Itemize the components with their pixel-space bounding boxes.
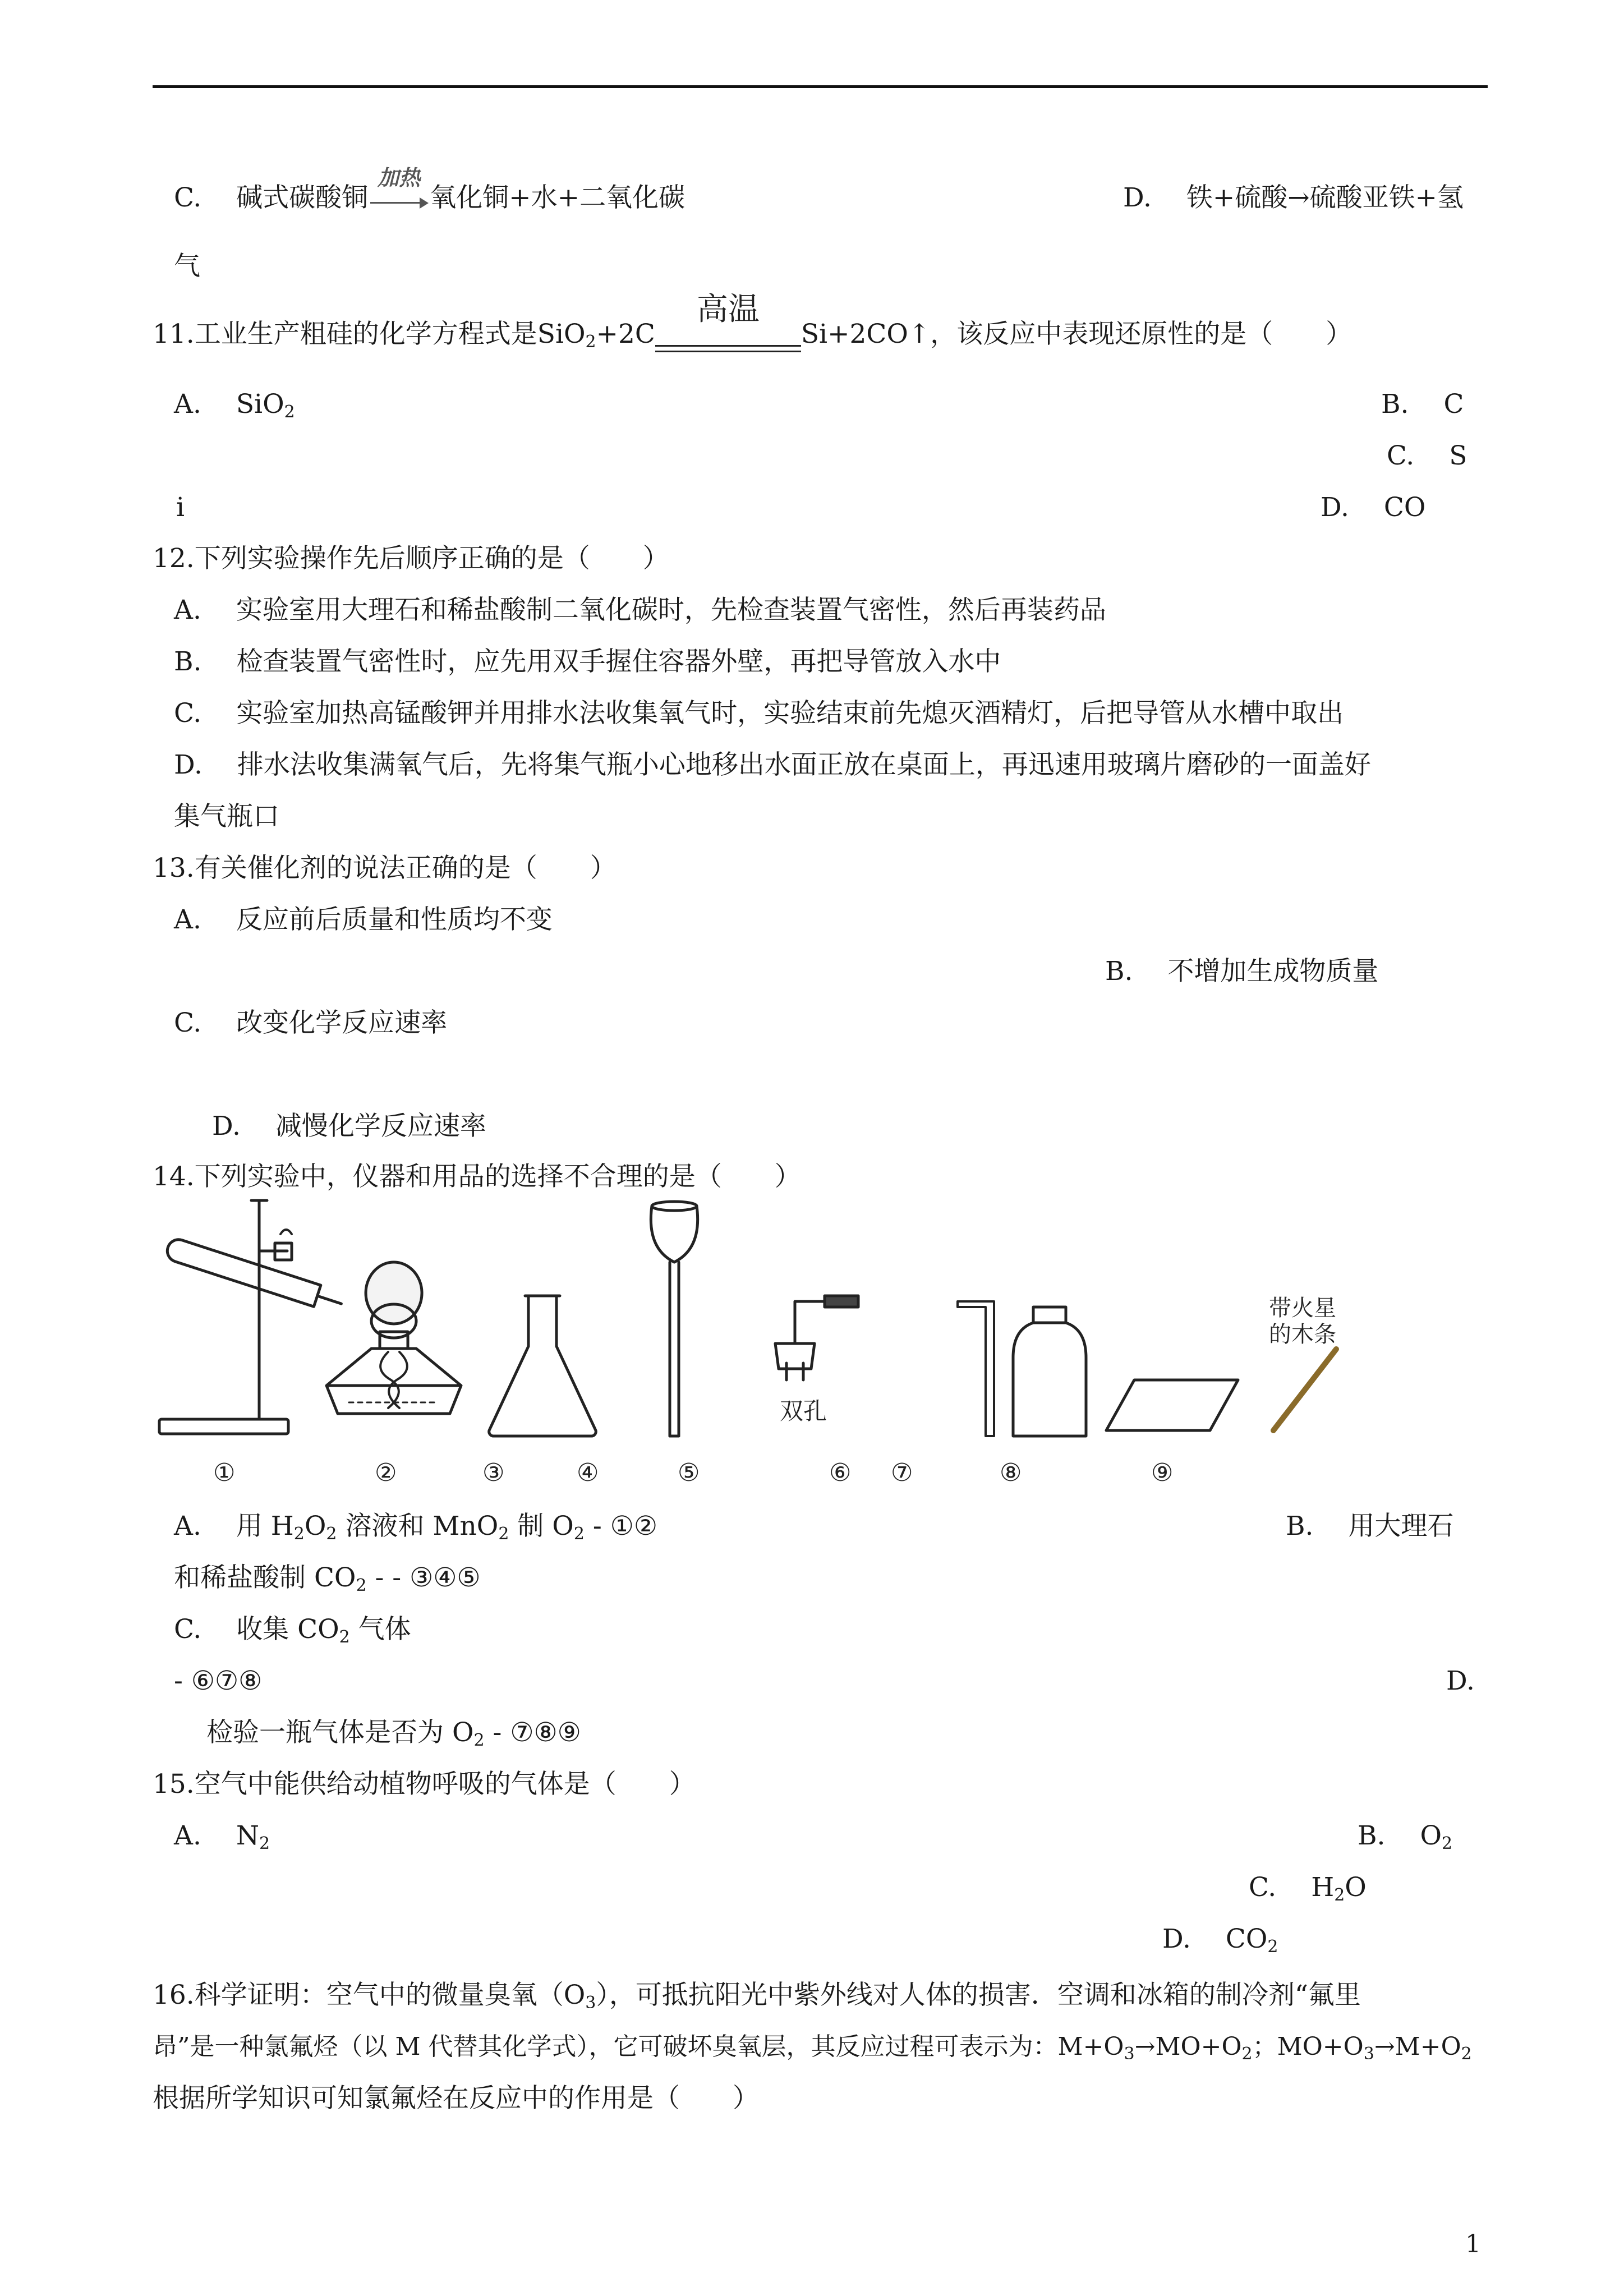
- q15-option-b: B. $O_2$: [1358, 1820, 1453, 1853]
- q16-line-1: 16.科学证明：空气中的微量臭氧$(O_3)$，可抵抗阳光中紫外线对人体的损害．空调和冰箱的制冷剂“氟里: [153, 1980, 1361, 2013]
- q15-stem: 15.空气中能供给动植物呼吸的气体是（ ）: [153, 1769, 696, 1800]
- fig-number-3: ③: [482, 1458, 505, 1487]
- q16-line-2: 昂”是一种氯氟烃（以 M 代替其化学式），它可破坏臭氧层，其反应过程可表示为：$M+O_3\to MO+O_2$；$MO+O_3\to M+O_2$: [153, 2032, 1472, 2064]
- q13-option-d: D. 减慢化学反应速率: [212, 1111, 486, 1142]
- q14-option-c-wrap: - ⑥⑦⑧: [174, 1665, 263, 1696]
- q14-option-d-wrap: 检验一瓶气体是否为 $O_2$ - ⑦⑧⑨: [206, 1717, 581, 1750]
- fig-number-6: ⑥: [829, 1458, 852, 1487]
- q12-stem: 12.下列实验操作先后顺序正确的是（ ）: [153, 543, 669, 574]
- q11-option-d: D. CO: [1321, 492, 1426, 523]
- q11-option-b: B. C: [1381, 389, 1464, 420]
- two-hole-stopper: [775, 1296, 858, 1380]
- q12-option-a: A. 实验室用大理石和稀盐酸制二氧化碳时，先检查装置气密性，然后再装药品: [174, 595, 1106, 625]
- q15-option-a: A. $N_2$: [174, 1820, 270, 1853]
- heating-arrow: 加热: [368, 181, 430, 215]
- q14-option-b: B. 用大理石: [1286, 1511, 1454, 1542]
- q11-stem: 11.工业生产粗硅的化学方程式是SiO$_2$+2C 高温 Si+2CO↑，该反应中表现还原性的是（ ）: [153, 317, 1352, 360]
- q14-stem: 14.下列实验中，仪器和用品的选择不合理的是（ ）: [153, 1161, 801, 1192]
- q15-option-c: C. $H_2O$: [1249, 1872, 1367, 1905]
- q11-option-c-wrap: i: [176, 492, 185, 523]
- header-rule: [153, 85, 1488, 88]
- gas-collecting-bottle: [1013, 1307, 1086, 1436]
- q13-option-b: B. 不增加生成物质量: [1105, 956, 1379, 987]
- q10-option-c: C. 碱式碳酸铜 加热 氧化铜+水+二氧化碳: [174, 181, 685, 215]
- q13-stem: 13.有关催化剂的说法正确的是（ ）: [153, 853, 617, 884]
- q15-option-d: D. $CO_2$: [1162, 1924, 1278, 1957]
- q14-option-c: C. 收集 $CO_2$ 气体: [174, 1614, 411, 1647]
- q12-option-d-wrap: 集气瓶口: [174, 801, 279, 832]
- q12-option-d: D. 排水法收集满氧气后，先将集气瓶小心地移出水面正放在桌面上，再迅速用玻璃片磨砂的一面盖好: [174, 749, 1371, 780]
- page-number: 1: [1465, 2230, 1481, 2258]
- q11-option-a: A. SiO$_2$: [174, 389, 295, 422]
- label-two-hole: 双孔: [780, 1397, 827, 1425]
- q14-option-d: D.: [1446, 1665, 1475, 1696]
- q14-option-b-wrap: 和稀盐酸制 $CO_2$ - - ③④⑤: [174, 1562, 481, 1595]
- conical-flask: [489, 1296, 596, 1436]
- fig-number-9: ⑨: [1151, 1458, 1174, 1487]
- q13-option-c: C. 改变化学反应速率: [174, 1007, 448, 1038]
- fig-number-2: ②: [375, 1458, 397, 1487]
- q16-line-3: 根据所学知识可知氯氟烃在反应中的作用是（ ）: [153, 2083, 759, 2114]
- glass-plate: [1106, 1380, 1238, 1430]
- q14-option-a: A. 用 $H_2O_2$ 溶液和 MnO$_2$ 制 $O_2$ - ①②: [174, 1511, 657, 1544]
- bent-glass-tube: [958, 1301, 994, 1436]
- iron-stand-with-test-tube: [159, 1200, 345, 1434]
- q12-option-c: C. 实验室加热高锰酸钾并用排水法收集氧气时，实验结束前先熄灭酒精灯，后把导管从水槽中取出: [174, 698, 1344, 729]
- fig-number-8: ⑧: [1000, 1458, 1022, 1487]
- fig-number-1: ①: [213, 1458, 236, 1487]
- fig-number-7: ⑦: [891, 1458, 913, 1487]
- q13-option-a: A. 反应前后质量和性质均不变: [174, 904, 553, 935]
- q10-option-d-wrap: 气: [174, 251, 200, 282]
- fig-number-4: ④: [577, 1458, 599, 1487]
- high-temp-equals-sign: 高温: [655, 325, 801, 360]
- q10-option-d: D. 铁+硫酸→硫酸亚铁+氢: [1123, 182, 1464, 213]
- alcohol-lamp: [326, 1262, 461, 1414]
- fig-number-5: ⑤: [678, 1458, 700, 1487]
- q14-apparatus-figure: [153, 1195, 1336, 1498]
- label-splint-line2: 的木条: [1269, 1322, 1336, 1347]
- label-splint-line1: 带火星: [1269, 1295, 1336, 1321]
- long-neck-funnel: [651, 1202, 697, 1436]
- q12-option-b: B. 检查装置气密性时，应先用双手握住容器外壁，再把导管放入水中: [174, 646, 1001, 677]
- q11-option-c: C. S: [1387, 440, 1467, 471]
